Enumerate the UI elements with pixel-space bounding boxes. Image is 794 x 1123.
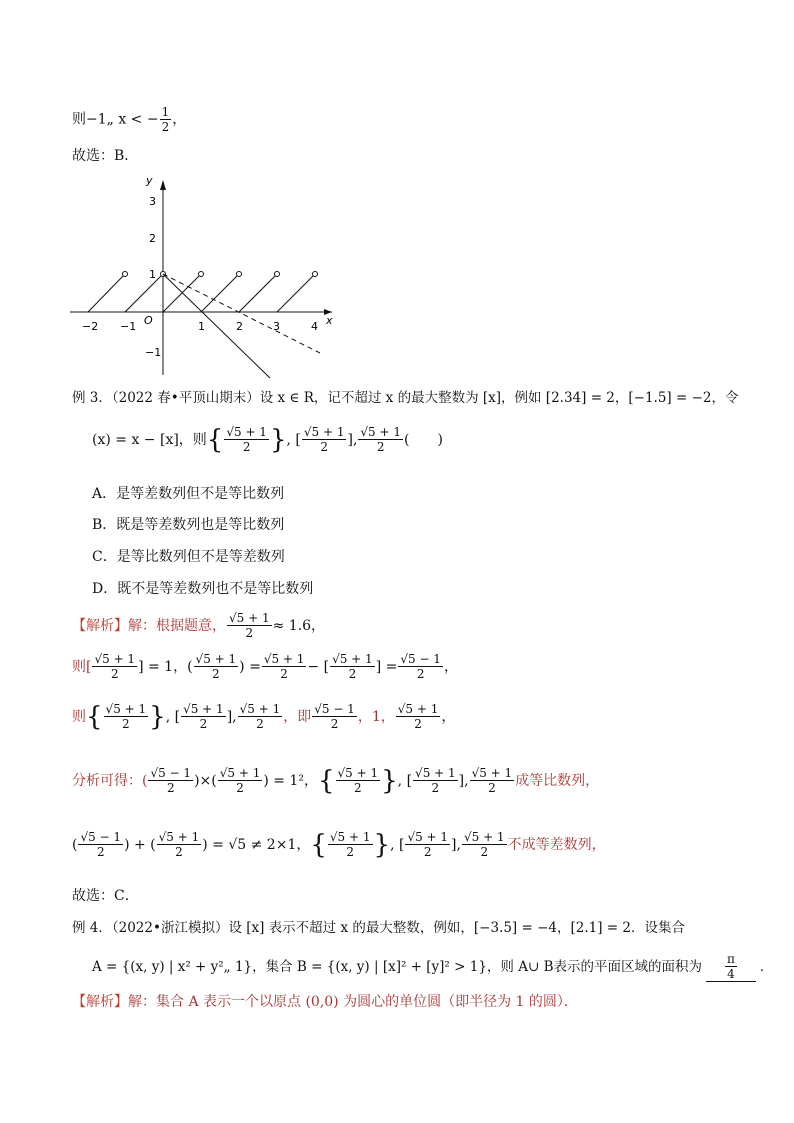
option-a[interactable]: A．是等差数列但不是等比数列 — [92, 486, 285, 502]
fraction: $\frac{√5 - 1}{2}$ — [400, 652, 441, 681]
solution-text: 解：根据题意， — [128, 617, 226, 634]
line-1-tail: ， — [172, 111, 187, 128]
comma: ], — [226, 708, 237, 725]
example-4-heading: 例 4．（2022•浙江模拟）设 [x] 表示不超过 x 的最大整数，例如，[−3.5] = −4，[2.1] = 2．设集合 — [72, 920, 685, 936]
text: 则 — [72, 708, 86, 725]
option-b[interactable]: B．既是等差数列也是等比数列 — [92, 517, 285, 533]
origin-label: O — [144, 314, 153, 327]
y-tick: −1 — [145, 346, 162, 359]
text: ，1， — [357, 708, 395, 725]
frac-num: 1 — [161, 105, 170, 119]
dashed-line — [163, 274, 320, 353]
text: 不成等差数列， — [507, 836, 606, 853]
solution-line-3 — [72, 702, 455, 731]
comma: ], — [451, 836, 461, 853]
comma: , [ — [286, 431, 301, 448]
x-tick: 2 — [236, 320, 243, 333]
fraction: $\frac{√5 + 1}{2}$ — [337, 766, 379, 795]
fraction: $\frac{√5 + 1}{2}$ — [407, 830, 449, 859]
fraction: $\frac{√5 + 1}{2}$ — [229, 611, 270, 640]
x-tick: −1 — [120, 320, 137, 333]
fraction: $\frac{√5 + 1}{2}$ — [195, 652, 237, 681]
fraction: $\frac{√5 + 1}{2}$ — [332, 652, 373, 681]
brace-open: { — [86, 701, 103, 732]
brace-close: } — [269, 424, 287, 455]
line-1-text: 则−1„ x < − — [72, 111, 159, 128]
text: 分析可得：( — [72, 772, 148, 789]
brace-close: } — [373, 829, 391, 860]
fraction: $\frac{√5 + 1}{2}$ — [415, 766, 456, 795]
text: ] = — [375, 658, 398, 675]
choose-b-line: 故选：B． — [72, 148, 139, 164]
fraction: $\frac{√5 + 1}{2}$ — [183, 702, 224, 731]
option-d[interactable]: D．既不是等差数列也不是等比数列 — [92, 581, 314, 597]
y-tick: 1 — [149, 268, 156, 281]
text: A = {(x, y) | x² + y²„ 1}，集合 B = {(x, y) | [x]² + [y]² > 1}，则 A∪ B表示的平面区域的面积为 — [92, 959, 702, 975]
sawtooth-segments — [88, 274, 315, 312]
fraction: $\frac{√5 + 1}{2}$ — [219, 766, 261, 795]
brace-open: { — [310, 829, 327, 860]
text: ，即 — [283, 708, 312, 725]
example-4-line-2 — [92, 952, 773, 982]
solution-text: 解：集合 A 表示一个以原点 (0,0) 为圆心的单位圆（即半径为 1 的圆）． — [128, 994, 578, 1010]
solution-line-5 — [72, 830, 606, 859]
fraction: $\frac{√5 + 1}{2}$ — [329, 830, 371, 859]
solution-label: 【解析】 — [72, 617, 128, 634]
x-tick: 3 — [273, 320, 280, 333]
x-tick: 4 — [311, 320, 318, 333]
x-tick: −2 — [82, 320, 99, 333]
fraction: $\frac{√5 - 1}{2}$ — [80, 830, 122, 859]
floor-function-graph — [70, 170, 340, 380]
example-3-line-2 — [92, 425, 443, 454]
brace-open: { — [317, 765, 335, 796]
y-tick: 2 — [149, 232, 156, 245]
text: 则[ — [72, 658, 92, 675]
example-4-solution — [72, 992, 578, 1012]
x-axis-label: x — [326, 314, 333, 327]
text: ) + ( — [124, 836, 156, 853]
text: ) = 1²， — [263, 772, 318, 789]
solution-line-4 — [72, 766, 599, 795]
y-tick: 3 — [149, 195, 156, 208]
fraction: $\frac{√5 + 1}{2}$ — [105, 702, 147, 731]
fraction: $\frac{√5 + 1}{2}$ — [263, 652, 305, 681]
brace-open: { — [206, 424, 224, 455]
text: ， — [443, 658, 458, 675]
text: 成等比数列， — [515, 772, 600, 789]
comma: ], — [347, 431, 358, 448]
text: ， — [441, 708, 456, 725]
comma: , [ — [390, 836, 405, 853]
line-1 — [72, 105, 186, 134]
text: )×( — [194, 772, 217, 789]
text: ( — [72, 836, 78, 853]
fraction: $\frac{√5 + 1}{2}$ — [397, 702, 439, 731]
frac-den: 2 — [161, 120, 170, 134]
fraction: $\frac{√5 + 1}{2}$ — [94, 652, 136, 681]
y-axis-label: y — [146, 174, 153, 187]
approx-text: ≈ 1.6， — [272, 617, 326, 634]
option-c[interactable]: C．是等比数列但不是等差数列 — [92, 549, 285, 565]
text: ． — [759, 959, 774, 975]
fraction: $\frac{√5 + 1}{2}$ — [239, 702, 281, 731]
text: ] = 1，( — [138, 658, 193, 675]
answer-blank — [706, 952, 756, 982]
solution-line-2 — [72, 652, 458, 681]
fraction-half — [160, 105, 172, 134]
solution-line-1 — [72, 611, 325, 640]
fraction: $\frac{√5 + 1}{2}$ — [226, 425, 267, 454]
decreasing-line — [163, 274, 270, 378]
comma: , [ — [397, 772, 413, 789]
solution-label: 【解析】 — [72, 994, 128, 1010]
fraction: $\frac{√5 + 1}{2}$ — [303, 425, 345, 454]
text: ) = √5 ≠ 2×1， — [202, 836, 311, 853]
text: − [ — [307, 658, 330, 675]
fraction: $\frac{√5 + 1}{2}$ — [471, 766, 513, 795]
fraction: $\frac{√5 - 1}{2}$ — [150, 766, 192, 795]
fraction: $\frac{√5 - 1}{2}$ — [314, 702, 355, 731]
ex3-text: (x) = x − [x]，则 — [92, 431, 207, 448]
comma: , [ — [165, 708, 181, 725]
choose-c-line: 故选：C． — [72, 888, 139, 904]
answer-blank: ( ) — [404, 431, 443, 448]
text: ) = — [239, 658, 261, 675]
fraction: $\frac{√5 + 1}{2}$ — [463, 830, 505, 859]
brace-close: } — [149, 701, 166, 732]
y-axis-arrow — [160, 180, 166, 190]
x-tick: 1 — [198, 320, 205, 333]
fraction: $\frac{√5 + 1}{2}$ — [158, 830, 200, 859]
answer-fraction: $\frac{\pi}{4}$ — [727, 952, 735, 981]
example-3-heading: 例 3．（2022 春•平顶山期末）设 x ∈ R，记不超过 x 的最大整数为 [x]，例如 [2.34] = 2，[−1.5] = −2，令 — [72, 390, 739, 406]
brace-close: } — [381, 765, 398, 796]
fraction: $\frac{√5 + 1}{2}$ — [360, 425, 402, 454]
comma: ], — [458, 772, 469, 789]
